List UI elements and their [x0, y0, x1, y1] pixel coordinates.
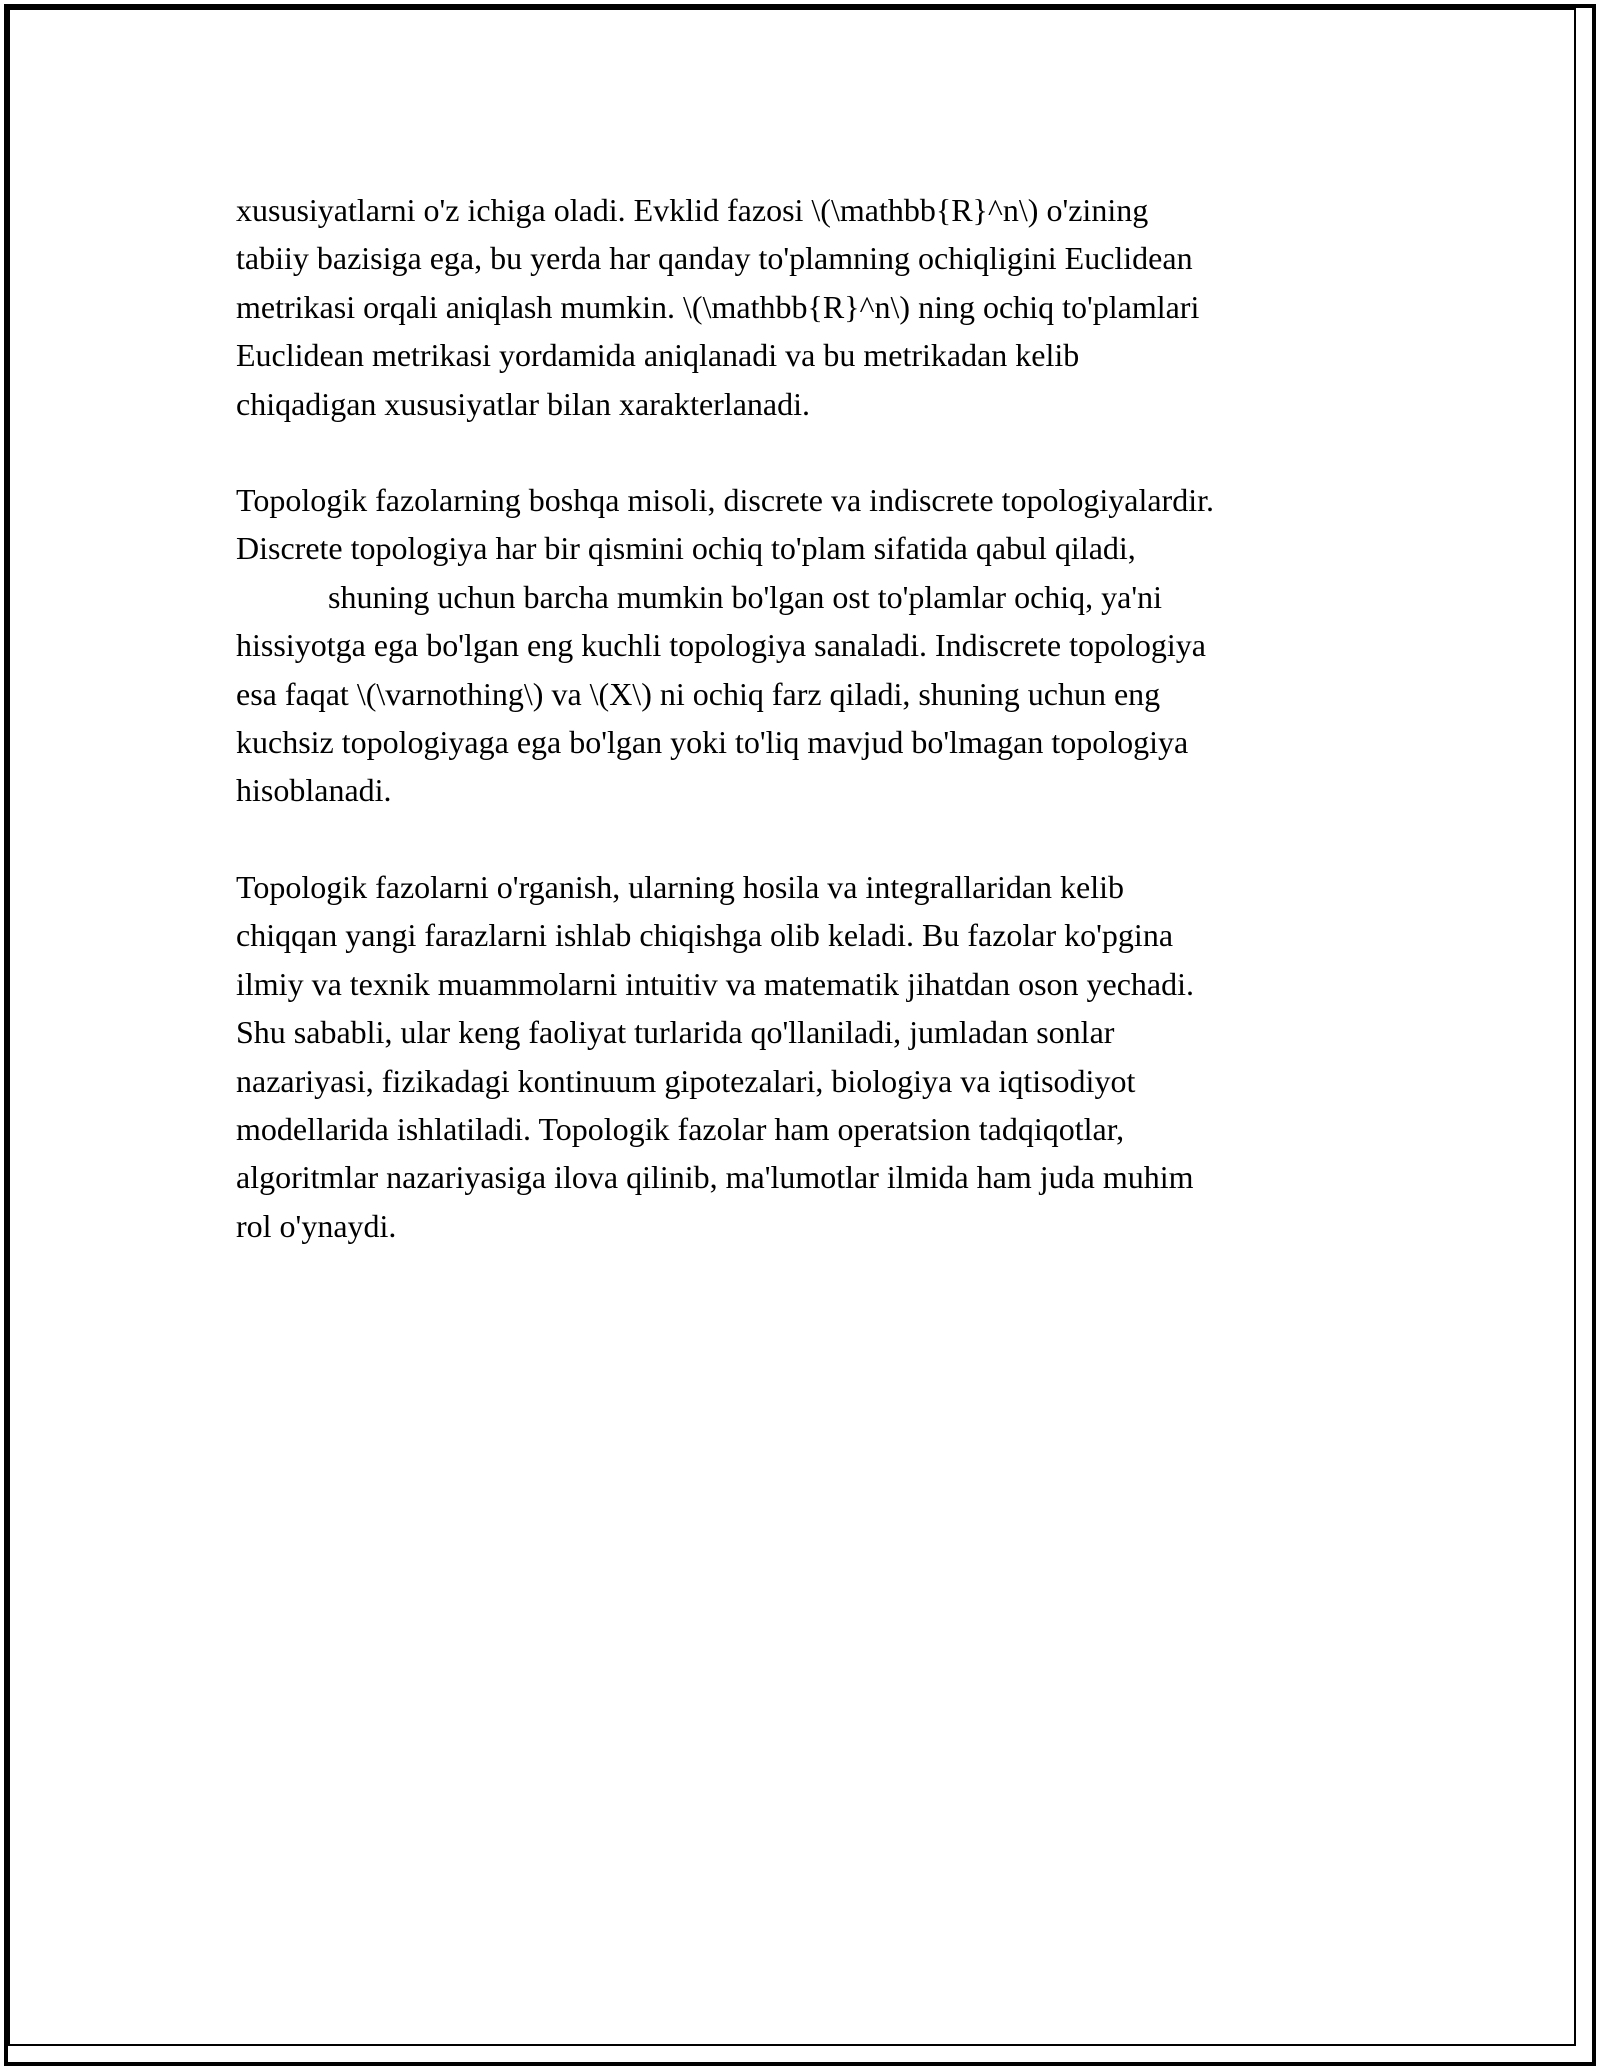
text-line: hisoblanadi.	[236, 772, 392, 809]
text-line: hissiyotga ega bo'lgan eng kuchli topologiya sanaladi. Indiscrete topologiya	[236, 627, 1206, 664]
text-line: chiqadigan xususiyatlar bilan xarakterlanadi.	[236, 385, 811, 422]
text-line: Discrete topologiya har bir qismini ochiq to'plam sifatida qabul qiladi,	[236, 530, 1136, 567]
text-line: Topologik fazolarni o'rganish, ularning hosila va integrallaridan kelib	[236, 868, 1125, 905]
text-line: Shu sababli, ular keng faoliyat turlarida qo'llaniladi, jumladan sonlar	[236, 1014, 1115, 1051]
text-line-indented: shuning uchun barcha mumkin bo'lgan ost to'plamlar ochiq, ya'ni	[328, 578, 1163, 615]
text-line: Topologik fazolarning boshqa misoli, discrete va indiscrete topologiyalardir.	[236, 482, 1214, 519]
text-line: nazariyasi, fizikadagi kontinuum gipotezalari, biologiya va iqtisodiyot	[236, 1062, 1136, 1099]
text-line: modellarida ishlatiladi. Topologik fazolar ham operatsion tadqiqotlar,	[236, 1110, 1125, 1147]
text-line: Euclidean metrikasi yordamida aniqlanadi va bu metrikadan kelib	[236, 337, 1080, 374]
text-line: ilmiy va texnik muammolarni intuitiv va matematik jihatdan oson yechadi.	[236, 965, 1195, 1002]
text-line: metrikasi orqali aniqlash mumkin. \(\mathbb{R}^n\) ning ochiq to'plamlari	[236, 288, 1200, 325]
text-line: chiqqan yangi farazlarni ishlab chiqishga olib keladi. Bu fazolar ko'pgina	[236, 917, 1174, 954]
paragraph-euclidean-space	[236, 186, 1376, 428]
text-line: xususiyatlarni o'z ichiga oladi. Evklid fazosi \(\mathbb{R}^n\) o'zining	[236, 192, 1149, 228]
text-line: tabiiy bazisiga ega, bu yerda har qanday to'plamning ochiqligini Euclidean	[236, 240, 1193, 277]
text-line: rol o'ynaydi.	[236, 1207, 397, 1244]
text-line: esa faqat \(\varnothing\) va \(X\) ni ochiq farz qiladi, shuning uchun eng	[236, 675, 1161, 712]
paragraph-applications	[236, 863, 1376, 1250]
document-body	[236, 186, 1376, 1298]
text-line: kuchsiz topologiyaga ega bo'lgan yoki to'liq mavjud bo'lmagan topologiya	[236, 724, 1189, 761]
text-line: algoritmlar nazariyasiga ilova qilinib, ma'lumotlar ilmida ham juda muhim	[236, 1159, 1194, 1196]
paragraph-discrete-topology	[236, 476, 1376, 815]
